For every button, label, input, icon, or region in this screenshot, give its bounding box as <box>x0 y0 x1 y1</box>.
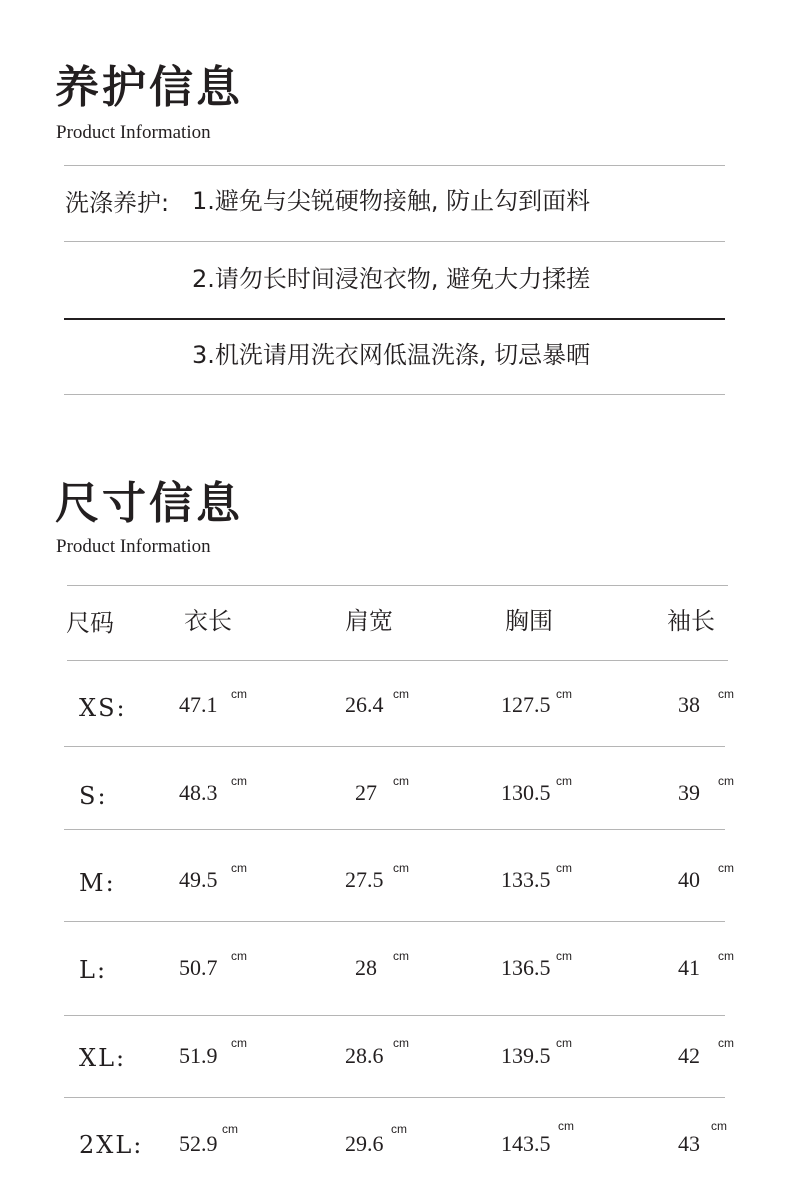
unit-label: cm <box>231 1036 247 1050</box>
length-value: 48.3 <box>179 780 218 805</box>
chest-value: 130.5 <box>501 780 551 805</box>
size-subtitle: Product Information <box>56 536 211 557</box>
chest-value: 143.5 <box>501 1131 551 1156</box>
unit-label: cm <box>231 774 247 788</box>
divider <box>64 1015 725 1016</box>
care-item-2: 2.请勿长时间浸泡衣物, 避免大力揉搓 <box>192 265 591 293</box>
shoulder-value: 26.4 <box>345 692 384 717</box>
unit-label: cm <box>711 1119 727 1133</box>
sleeve-value: 43 <box>678 1131 700 1156</box>
length-value: 50.7 <box>179 955 218 980</box>
sleeve-value: 42 <box>678 1043 700 1068</box>
length-value: 47.1 <box>179 692 218 717</box>
unit-label: cm <box>391 1122 407 1136</box>
shoulder-value: 28.6 <box>345 1043 384 1068</box>
unit-label: cm <box>222 1122 238 1136</box>
size-label: S: <box>79 782 108 810</box>
size-title: 尺寸信息 <box>55 478 243 529</box>
divider <box>64 165 725 166</box>
shoulder-value: 27.5 <box>345 867 384 892</box>
unit-label: cm <box>393 1036 409 1050</box>
chest-value: 127.5 <box>501 692 551 717</box>
divider <box>64 318 725 320</box>
length-value: 49.5 <box>179 867 218 892</box>
unit-label: cm <box>556 949 572 963</box>
chest-value: 136.5 <box>501 955 551 980</box>
divider <box>64 241 725 242</box>
unit-label: cm <box>718 861 734 875</box>
size-label: XL: <box>79 1044 127 1072</box>
header-size: 尺码 <box>66 609 114 637</box>
unit-label: cm <box>718 949 734 963</box>
sleeve-value: 41 <box>678 955 700 980</box>
header-shoulder: 肩宽 <box>345 607 393 635</box>
unit-label: cm <box>393 687 409 701</box>
shoulder-value: 29.6 <box>345 1131 384 1156</box>
divider <box>64 746 725 747</box>
unit-label: cm <box>558 1119 574 1133</box>
chest-value: 139.5 <box>501 1043 551 1068</box>
unit-label: cm <box>231 861 247 875</box>
header-chest: 胸围 <box>505 607 553 635</box>
care-subtitle: Product Information <box>56 122 211 143</box>
size-label: L: <box>79 956 108 984</box>
unit-label: cm <box>556 861 572 875</box>
care-title: 养护信息 <box>55 62 243 113</box>
unit-label: cm <box>556 1036 572 1050</box>
divider <box>64 921 725 922</box>
length-value: 52.9 <box>179 1131 218 1156</box>
unit-label: cm <box>231 949 247 963</box>
unit-label: cm <box>393 949 409 963</box>
header-length: 衣长 <box>184 607 232 635</box>
sleeve-value: 40 <box>678 867 700 892</box>
care-item-3: 3.机洗请用洗衣网低温洗涤, 切忌暴晒 <box>192 341 591 369</box>
divider <box>64 1097 725 1098</box>
shoulder-value: 27 <box>355 780 377 805</box>
divider <box>67 585 728 586</box>
care-label: 洗涤养护: <box>65 189 170 217</box>
unit-label: cm <box>231 687 247 701</box>
length-value: 51.9 <box>179 1043 218 1068</box>
unit-label: cm <box>556 774 572 788</box>
divider <box>64 829 725 830</box>
unit-label: cm <box>718 1036 734 1050</box>
unit-label: cm <box>393 774 409 788</box>
unit-label: cm <box>718 687 734 701</box>
shoulder-value: 28 <box>355 955 377 980</box>
unit-label: cm <box>718 774 734 788</box>
sleeve-value: 38 <box>678 692 700 717</box>
unit-label: cm <box>556 687 572 701</box>
divider <box>67 660 728 661</box>
unit-label: cm <box>393 861 409 875</box>
size-label: M: <box>79 869 116 897</box>
sleeve-value: 39 <box>678 780 700 805</box>
size-label: 2XL: <box>79 1131 144 1159</box>
size-label: XS: <box>79 694 127 722</box>
divider <box>64 394 725 395</box>
chest-value: 133.5 <box>501 867 551 892</box>
care-item-1: 1.避免与尖锐硬物接触, 防止勾到面料 <box>192 187 591 215</box>
header-sleeve: 袖长 <box>667 607 715 635</box>
